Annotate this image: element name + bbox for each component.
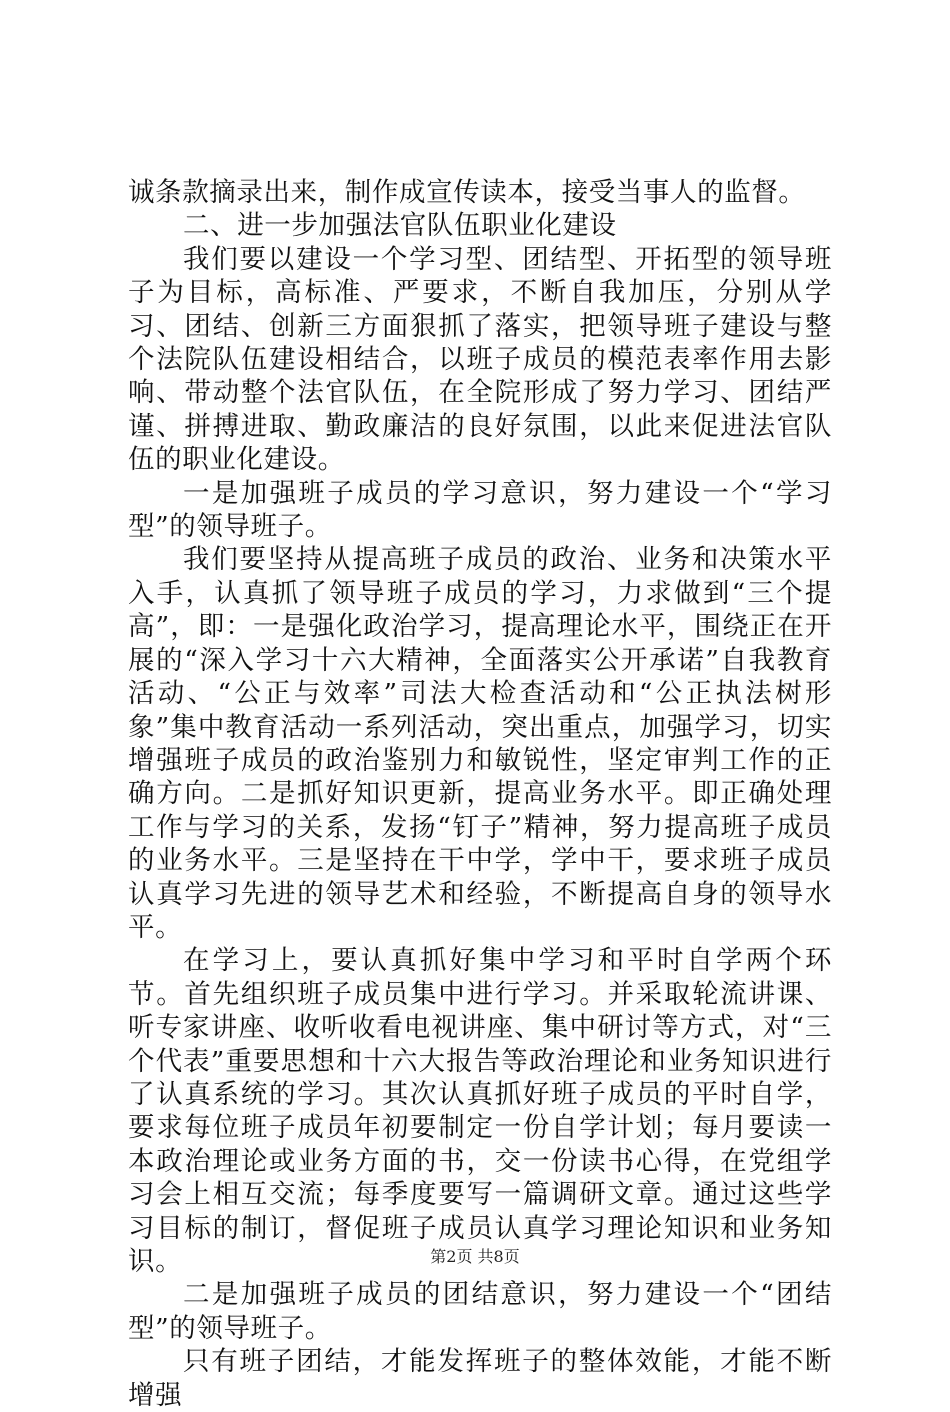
paragraph: 我们要以建设一个学习型、团结型、开拓型的领导班子为目标，高标准、严要求，不断自我加压，分别从学习、团结、创新三方面狠抓了落实，把领导班子建设与整个法院队伍建设相结合，以班子成员的模范表率作用去影响、带动整个法官队伍，在全院形成了努力学习、团结严谨、拼搏进取、勤政廉洁的良好氛围，以此来促进法官队伍的职业化建设。 <box>128 243 832 476</box>
section-heading: 二、进一步加强法官队伍职业化建设 <box>183 210 617 242</box>
paragraph: 只有班子团结，才能发挥班子的整体效能，才能不断增强 <box>128 1346 832 1411</box>
subheading-paragraph: 二是加强班子成员的团结意识，努力建设一个“团结型”的领导班子。 <box>128 1279 832 1344</box>
document-body <box>128 176 832 1412</box>
page-footer: 第2页 共8页 <box>430 1247 520 1266</box>
subheading-paragraph: 一是加强班子成员的学习意识，努力建设一个“学习型”的领导班子。 <box>128 477 832 543</box>
paragraph: 在学习上，要认真抓好集中学习和平时自学两个环节。首先组织班子成员集中进行学习。并采取轮流讲课、听专家讲座、收听收看电视讲座、集中研讨等方式，对“三个代表”重要思想和十六大报告等政治理论和业务知识进行了认真系统的学习。其次认真抓好班子成员的平时自学，要求每位班子成员年初要制定一份自学计划；每月要读一本政治理论或业务方面的书，交一份读书心得，在党组学习会上相互交流；每季度要写一篇调研文章。通过这些学习目标的制订，督促班子成员认真学习理论知识和业务知识。 <box>128 945 832 1277</box>
paragraph: 我们要坚持从提高班子成员的政治、业务和决策水平入手，认真抓了领导班子成员的学习，力求做到“三个提高”，即：一是强化政治学习，提高理论水平，围绕正在开展的“深入学习十六大精神，全面落实公开承诺”自我教育活动、“公正与效率”司法大检查活动和“公正执法树形象”集中教育活动一系列活动，突出重点，加强学习，切实增强班子成员的政治鉴别力和敏锐性，坚定审判工作的正确方向。二是抓好知识更新，提高业务水平。即正确处理工作与学习的关系，发扬“钉子”精神，努力提高班子成员的业务水平。三是坚持在干中学，学中干，要求班子成员认真学习先进的领导艺术和经验，不断提高自身的领导水平。 <box>128 544 832 943</box>
paragraph-continuation: 诚条款摘录出来，制作成宣传读本，接受当事人的监督。 <box>128 177 806 208</box>
